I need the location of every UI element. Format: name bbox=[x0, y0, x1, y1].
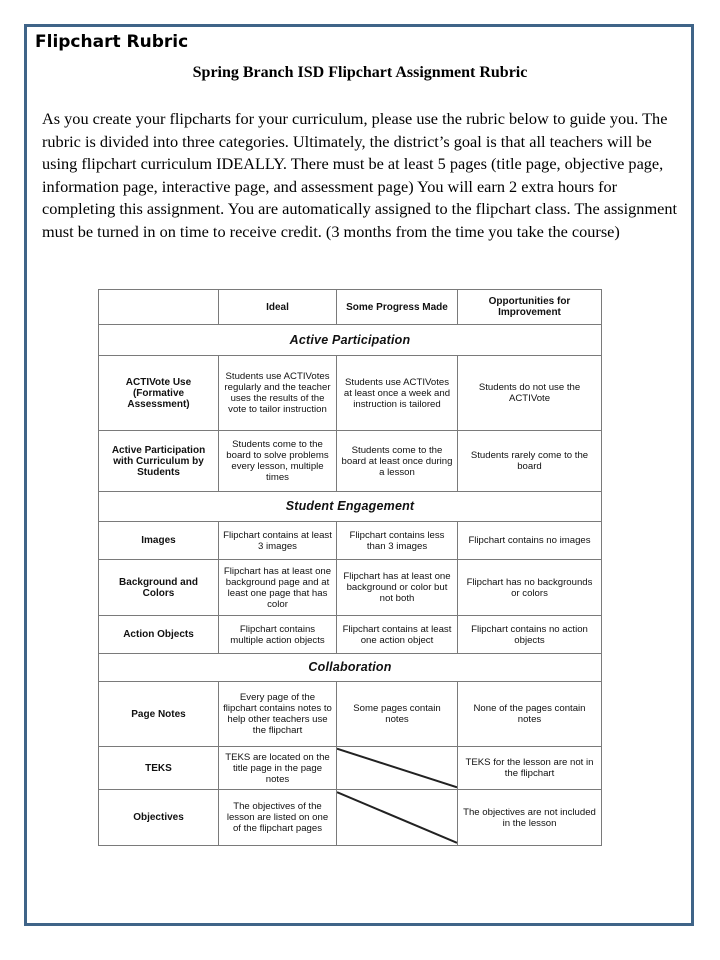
header-criteria bbox=[99, 290, 219, 325]
section-title: Student Engagement bbox=[99, 492, 602, 522]
ideal-cell: TEKS are located on the title page in the page notes bbox=[219, 747, 337, 790]
opportunities-cell: Students rarely come to the board bbox=[458, 431, 602, 492]
strike-line-icon bbox=[337, 790, 457, 845]
opportunities-cell: Flipchart contains no action objects bbox=[458, 616, 602, 654]
criterion-cell: ACTIVote Use (Formative Assessment) bbox=[99, 356, 219, 431]
rubric-row bbox=[99, 747, 602, 790]
opportunities-cell: Flipchart has no backgrounds or colors bbox=[458, 560, 602, 616]
section-title: Active Participation bbox=[99, 325, 602, 356]
strike-line-icon bbox=[337, 747, 457, 789]
header-opportunities: Opportunities for Improvement bbox=[458, 290, 602, 325]
ideal-cell: Every page of the flipchart contains notes to help other teachers use the flipchart bbox=[219, 682, 337, 747]
rubric-row bbox=[99, 682, 602, 747]
criterion-cell: Action Objects bbox=[99, 616, 219, 654]
not-applicable-cell bbox=[337, 747, 458, 790]
rubric-row bbox=[99, 431, 602, 492]
ideal-cell: Flipchart has at least one background page and at least one page that has color bbox=[219, 560, 337, 616]
opportunities-cell: Students do not use the ACTIVote bbox=[458, 356, 602, 431]
some-progress-cell: Students use ACTIVotes at least once a week and instruction is tailored bbox=[337, 356, 458, 431]
header-ideal: Ideal bbox=[219, 290, 337, 325]
some-progress-cell: Students come to the board at least once during a lesson bbox=[337, 431, 458, 492]
opportunities-cell: None of the pages contain notes bbox=[458, 682, 602, 747]
rubric-row bbox=[99, 560, 602, 616]
ideal-cell: Students use ACTIVotes regularly and the teacher uses the results of the vote to tailor instruction bbox=[219, 356, 337, 431]
section-row bbox=[99, 325, 602, 356]
section-row bbox=[99, 492, 602, 522]
opportunities-cell: TEKS for the lesson are not in the flipchart bbox=[458, 747, 602, 790]
criterion-cell: Background and Colors bbox=[99, 560, 219, 616]
slide-title: Flipchart Rubric bbox=[35, 32, 189, 52]
rubric-row bbox=[99, 356, 602, 431]
criterion-cell: Active Participation with Curriculum by Students bbox=[99, 431, 219, 492]
rubric-row bbox=[99, 522, 602, 560]
ideal-cell: Flipchart contains multiple action objects bbox=[219, 616, 337, 654]
criterion-cell: Page Notes bbox=[99, 682, 219, 747]
some-progress-cell: Flipchart has at least one background or color but not both bbox=[337, 560, 458, 616]
criterion-cell: Images bbox=[99, 522, 219, 560]
ideal-cell: Flipchart contains at least 3 images bbox=[219, 522, 337, 560]
ideal-cell: The objectives of the lesson are listed on one of the flipchart pages bbox=[219, 790, 337, 846]
rubric-row bbox=[99, 790, 602, 846]
section-title: Collaboration bbox=[99, 654, 602, 682]
intro-paragraph: As you create your flipcharts for your curriculum, please use the rubric below to guide you. The rubric is divided into three categories. Ultimately, the district’s goal is that all teachers will be using flipchart curriculum IDEALLY. There must be at least 5 pages (title page, objective page, information page, interactive page, and assessment page) You will earn 2 extra hours for completing this assignment. You are automatically assigned to the flipchart class. The assignment must be turned in on time to receive credit. (3 months from the time you take the course) bbox=[42, 109, 677, 241]
some-progress-cell: Some pages contain notes bbox=[337, 682, 458, 747]
ideal-cell: Students come to the board to solve problems every lesson, multiple times bbox=[219, 431, 337, 492]
criterion-cell: Objectives bbox=[99, 790, 219, 846]
document-title: Spring Branch ISD Flipchart Assignment Rubric bbox=[192, 64, 528, 81]
opportunities-cell: The objectives are not included in the lesson bbox=[458, 790, 602, 846]
some-progress-cell: Flipchart contains less than 3 images bbox=[337, 522, 458, 560]
header-some-progress: Some Progress Made bbox=[337, 290, 458, 325]
section-row bbox=[99, 654, 602, 682]
criterion-cell: TEKS bbox=[99, 747, 219, 790]
rubric-header-row bbox=[99, 290, 602, 325]
some-progress-cell: Flipchart contains at least one action object bbox=[337, 616, 458, 654]
opportunities-cell: Flipchart contains no images bbox=[458, 522, 602, 560]
not-applicable-cell bbox=[337, 790, 458, 846]
rubric-table bbox=[98, 289, 602, 846]
rubric-row bbox=[99, 616, 602, 654]
